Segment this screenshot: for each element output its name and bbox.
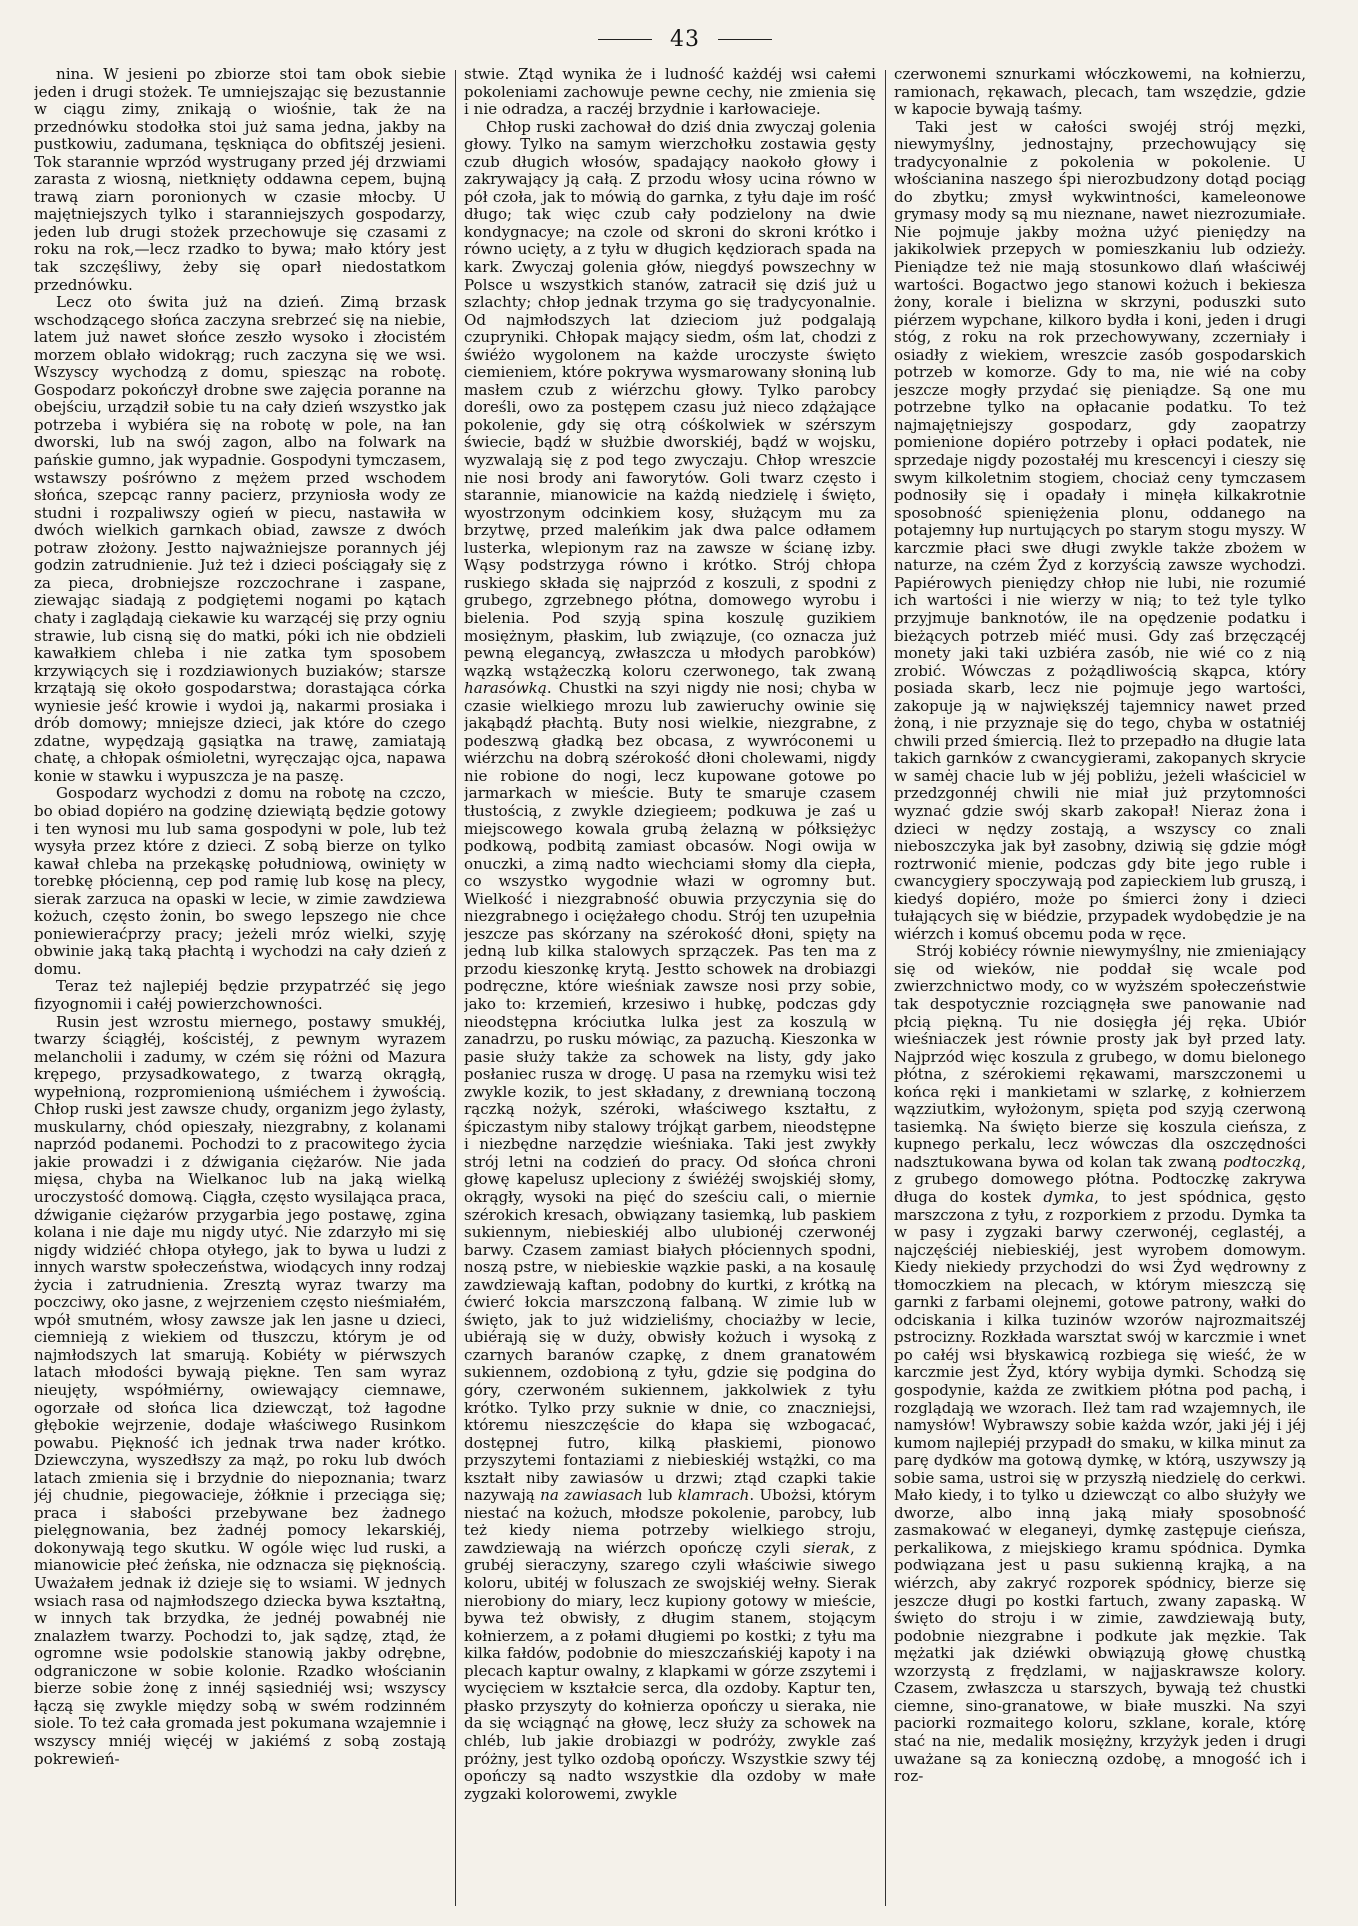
column-divider (455, 70, 456, 1906)
text-columns (34, 66, 1336, 1906)
column-2 (464, 66, 876, 1906)
paragraph: Gospodarz wychodzi z domu na robotę na czczo, bo obiad dopiéro na godzinę dziewiątą będzie gotowy i ten wynosi mu lub sama gospodyni w pole, lub też wysyła przez które z dzieci. Z sobą bierze on tylko kawał chleba na przekąskę południową, owinięty w torebkę płócienną, cep pod ramię lub kosę na plecy, sierak zarzuca na opaski w lecie, w zimie zawdziewa kożuch, często żonin, bo swego lepszego nie chce poniewieraćprzy pracy; jeżeli mróz wielki, szyję obwinie jaką taką płachtą i wychodzi na cały dzień z domu. (34, 784, 446, 978)
header-rule-right (718, 39, 772, 40)
paragraph: czerwonemi sznurkami włóczkowemi, na kołnierzu, ramionach, rękawach, plecach, tam wszędzie, gdzie w kapocie bywają taśmy. (894, 66, 1306, 119)
paragraph: Lecz oto świta już na dzień. Zimą brzask wschodzącego słońca zaczyna srebrzeć się na niebie, latem już nawet słońce zeszło wysoko i złocistém morzem oblało widokrąg; ruch zaczyna się we wsi. Wszyscy wychodzą z domu, spiesząc na robotę. Gospodarz pokończył drobne swe zajęcia poranne na obejściu, urządził sobie tu na cały dzień wszystko jak potrzeba i wybiéra się na robotę w pole, na łan dworski, lub na swój zagon, albo na folwark na pańskie gumno, jak wypadnie. Gospodyni tymczasem, wstawszy pośrówno z mężem przed wschodem słońca, szepcąc ranny pacierz, przyniosła wody ze studni i rozpaliwszy ogień w piecu, nastawiła w dwóch wielkich garnkach obiad, zawsze z dwóch potraw złożony. Jestto najważniejsze porannych jéj godzin zatrudnienie. Już też i dzieci pościągały się z za pieca, drobniejsze rozczochrane i zaspane, ziewając siadają z podgiętemi nogami po kątach chaty i zaglądają ciekawie ku warzącéj się przy ogniu strawie, lub cisną się do matki, póki ich nie obdzieli kawałkiem chleba i nie zatka tym sposobem krzywiących się i rozdziawionych buziaków; starsze krzątają się około gospodarstwa; dorastająca córka wyniesie jeść krowie i wydoi ją, nakarmi prosiaka i drób domowy; mniejsze dzieci, jak które do czego zdatne, wypędzają gąsiątka na trawę, zamiatają chatę, a chłopak ośmioletni, wyręczając ojca, napawa konie w stawku i wypuszcza je na paszę. (34, 293, 446, 785)
paragraph: Chłop ruski zachował do dziś dnia zwyczaj golenia głowy. Tylko na samym wierzchołku zostawia gęsty czub długich włosów, spadający naokoło głowy i zakrywający ją całą. Z przodu włosy ucina równo w pół czoła, jak to mówią do garnka, z tyłu daje im rość długo; tak więc czub cały podzielony na dwie kondygnacye; na czole od skroni do skroni krótko i równo ucięty, a z tyłu w długich kędziorach spada na kark. Zwyczaj golenia głów, niegdyś powszechny w Polsce u wszystkich stanów, zatracił się dziś już u szlachty; chłop jednak trzyma go się tradycyonalnie. Od najmłodszych lat dzieciom już podgalają czupryniki. Chłopak mający siedm, ośm lat, chodzi z świéżo wygolonem na każde uroczyste święto ciemieniem, które pokrywa wysmarowany słoniną lub masłem czub z wiérzchu głowy. Tylko parobcy doreśli, owo za postępem czasu już nieco zdążające pokolenie, gdy się otrą cóśkolwiek w szérszym świecie, bądź w służbie dworskiéj, bądź w wojsku, wyzwalają się z pod tego zwyczaju. Chłop wreszcie nie nosi brody ani faworytów. Goli twarz często i starannie, mianowicie na każdą niedzielę i święto, wyostrzonym odcinkiem kosy, służącym mu za brzytwę, przed maleńkim jak dwa palce odłamem lusterka, wlepionym raz na zawsze w ścianę izby. Wąsy podstrzyga równo i krótko. Strój chłopa ruskiego składa się najprzód z koszuli, z spodni z grubego, zgrzebnego płótna, domowego wyrobu i bielenia. Pod szyją spina koszulę guzikiem mosiężnym, płaskim, lub związuje, (co oznacza już pewną elegancyą, zwłaszcza u młodych parobków) wązką wstążeczką koloru czerwonego, tak zwaną harasówką. Chustki na szyi nigdy nie nosi; chyba w czasie wielkiego mrozu lub zawieruchy owinie się jakąbądź płachtą. Buty nosi wielkie, niezgrabne, z podeszwą gładką bez obcasa, z wywróconemi u wiérzchu na dobrą szérokość dłoni cholewami, nigdy nie robione do nogi, lecz kupowane gotowe po jarmarkach w mieście. Buty te smaruje czasem tłustością, z zwykle dziegieem; podkuwa je zaś u miejscowego kowala grubą żelazną w półksiężyc podkową, podbitą zamiast obcasów. Nogi owija w onuczki, a zimą nadto wiechciami słomy dla ciepła, co wszystko wygodnie włazi w ogromny but. Wielkość i niezgrabność obuwia przyczynia się do niezgrabnego i ociężałego chodu. Strój ten uzupełnia jeszcze pas skórzany na szérokość dłoni, spięty na jedną lub kilka stalowych sprzączek. Pas ten ma z przodu kieszonkę krytą. Jestto schowek na drobiazgi podręczne, które wieśniak zawsze nosi przy sobie, jako to: krzemień, krzesiwo i hubkę, podczas gdy nieodstępna króciutka lulka jest za koszulą w zanadrzu, po rusku mówiąc, za pazuchą. Kieszonka w pasie służy także za schowek na listy, gdy jako posłaniec rusza w drogę. U pasa na rzemyku wisi też zwykle kozik, to jest składany, z drewnianą toczoną rączką nożyk, széroki, właściwego kształtu, z śpiczastym niby stalowy trójkąt garbem, nieodstępne i niezbędne narzędzie wieśniaka. Taki jest zwykły strój letni na codzień do pracy. Od słońca chroni głowę kapelusz upleciony z świéżéj swojskiéj słomy, okrągły, wysoki na pięć do sześciu cali, o miernie szérokich kresach, obwiązany tasiemką, lub paskiem sukiennym, niebieskiéj albo ulubionéj czerwonéj barwy. Czasem zamiast białych płóciennych spodni, noszą pstre, w niebieskie wązkie paski, a na kosaulę zawdziewają kaftan, podobny do kurtki, z krótką na ćwierć łokcia marszczoną falbaną. W zimie lub w święto, jak to już widzieliśmy, chociażby w lecie, ubiérają się w duży, obwisły kożuch i wysoką z czarnych baranów czapkę, z dnem granatowém sukiennem, ozdobioną z tyłu, gdzie się podgina do góry, czerwoném sukiennem, jakkolwiek z tyłu krótko. Tylko przy suknie w dnie, co znaczniejsi, któremu nieszczęście do kłapa się wzbogacać, dostępnej futro, kilką płaskiemi, pionowo przyszytemi fontaziami z niebieskiéj wstążki, co ma kształt niby zawiasów u drzwi; ztąd czapki takie nazywają na zawiasach lub klamrach. Ubożsi, którym niestać na kożuch, młodsze pokolenie, parobcy, lub też kiedy niema potrzeby wielkiego stroju, zawdziewają na wiérzch opończę czyli sierak, z grubéj sieraczyny, szarego czyli właściwie siwego koloru, ubitéj w foluszach ze swojskiéj wełny. Sierak nierobiony do miary, lecz kupiony gotowy w mieście, bywa też obwisły, z długim stanem, stojącym kołnierzem, a z połami długiemi po kostki; z tyłu ma kilka fałdów, podobnie do mieszczańskiéj kapoty i na plecach kaptur owalny, z klapkami w górze zszytemi i wycięciem w kształcie serca, dla ozdoby. Kaptur ten, płasko przyszyty do kołnierza opończy u sieraka, nie da się wciągnąć na głowę, lecz służy za schowek na chléb, lub jakie drobiazgi w podróży, zwykle zaś próżny, jest tylko ozdobą opończy. Wszystkie szwy téj opończy są nadto wszystkie dla ozdoby w małe zygzaki kolorowemi, zwykle (464, 117, 876, 1803)
column-divider (885, 70, 886, 1906)
header-rule-left (598, 39, 652, 40)
paragraph: Strój kobiécy równie niewymyślny, nie zmieniający się od wieków, nie poddał się wcale pod zwierzchnictwo mody, co w wyższém społeczeństwie tak despotycznie rozciągnęła swe panowanie nad płcią piękną. Tu nie dosięgła jéj ręka. Ubiór wieśniaczek jest równie prosty jak był przed laty. Najprzód więc koszula z grubego, w domu bielonego płótna, z szérokiemi rękawami, marszczonemi u końca ręki i mankietami w szlarkę, z kołnierzem wązziutkim, wyłożonym, spięta pod szyją czerwoną tasiemką. Na święto bierze się koszula cieńsza, z kupnego perkalu, lecz wówczas dla oszczędności nadsztukowana bywa od kolan tak zwaną podtoczką, z grubego domowego płótna. Podtoczkę zakrywa długa do kostek dymka, to jest spódnica, gęsto marszczona z tyłu, z rozporkiem z przodu. Dymka ta w pasy i zygzaki barwy czerwonéj, ceglastéj, a najczęściéj niebieskiéj, jest wyrobem domowym. Kiedy niekiedy przychodzi do wsi Żyd wędrowny z tłomoczkiem na plecach, w którym mieszczą się garnki z farbami olejnemi, gotowe patrony, wałki do odciskania i kilka tuzinów wzorów najrozmaitszéj pstrocizny. Rozkłada warsztat swój w karczmie i wnet po całéj wsi błyskawicą rozbiega się wieść, że w karczmie jest Żyd, który wybija dymki. Schodzą się gospodynie, każda ze zwitkiem płótna pod pachą, i rozglądają we wzorach. Ileż tam rad wzajemnych, ile namysłów! Wybrawszy sobie każda wzór, jaki jéj i jéj kumom najlepiéj przypadł do smaku, w kilka minut za parę dydków ma gotową dymkę, w którą, uszywszy ją sobie sama, ustroi się w przyszłą niedzielę do cerkwi. Mało kiedy, i to tylko u dziewcząt co albo służyły we dworze, albo inną jaką miały sposobność zasmakować w eleganeyi, dymkę zastępuje cieńsza, perkalikowa, z miejskiego kramu spódnica. Dymka podwiązana jest u pasu sukienną krajką, a na wiérzch, aby zakryć rozporek spódnicy, bierze się jeszcze długi po kostki fartuch, zwany zapaską. W święto do stroju i w zimie, zawdziewają buty, podobnie niezgrabne i podkute jak męzkie. Tak mężatki jak dziéwki obwiązują głowę chustką wzorzystą z frędzlami, w najjaskrawsze kolory. Czasem, zwłaszcza u starszych, bywają też chustki ciemne, sino-granatowe, w białe muszki. Na szyi paciorki rozmaitego koloru, szklane, korale, którę stać na nie, medalik mosiężny, krzyżyk jeden i drugi uważane są za konieczną ozdobę, a mnogość ich i roz- (894, 942, 1306, 1786)
paragraph: nina. W jesieni po zbiorze stoi tam obok siebie jeden i drugi stożek. Te umniejszając się bezustannie w ciągu zimy, znikają o wiośnie, tak że na przednówku stodołka stoi już sama jedna, jakby na pustkowiu, zadumana, tęskniąca do obfitszéj jesieni. Tok starannie wprzód wystrugany przed jéj drzwiami zarasta z wiosną, nietknięty oddawna cepem, bujną trawą ziarn poronionych w czasie młocby. U majętniejszych tylko i staranniejszych gospodarzy, jeden lub drugi stożek przechowuje się czasami z roku na rok,—lecz rzadko to bywa; mało który jest tak szczęśliwy, żeby się oparł niedostatkom przednówku. (34, 66, 446, 294)
column-3 (894, 66, 1306, 1906)
page-header (34, 22, 1336, 56)
paragraph: Teraz też najlepiéj będzie przypatrzéć się jego fizyognomii i całéj powierzchowności. (34, 977, 446, 1013)
page-number: 43 (670, 26, 700, 52)
paragraph: Rusin jest wzrostu miernego, postawy smukłéj, twarzy ściągłéj, kościstéj, z pewnym wyrazem melancholii i zadumy, w czém się różni od Mazura krępego, przysadkowatego, z twarzą okrągłą, wypełnioną, rozpromienioną uśmiéchem i żywością. Chłop ruski jest zawsze chudy, organizm jego żylasty, muskularny, chód opieszały, niezgrabny, z kolanami naprzód podanemi. Pochodzi to z pracowitego życia jakie prowadzi i z dźwigania ciężarów. Nie jada mięsa, chyba na Wielkanoc lub na jaką wielką uroczystość domową. Ciągła, często wysilająca praca, dźwiganie ciężarów przygarbia jego postawę, zgina kolana i nie daje mu nigdy utyć. Nie zdarzyło mi się nigdy widziéć chłopa otyłego, jak to bywa u ludzi z innych warstw społeczeństwa, wiodących inny rodzaj życia i zatrudnienia. Zresztą wyraz twarzy ma poczciwy, oko jasne, z wejrzeniem często nieśmiałém, wpół smutném, włosy zawsze jak len jasne u dzieci, ciemnieją z wiekiem od tłuszczu, którym je od najmłodszych lat smarują. Kobiéty w piérwszych latach młodości bywają piękne. Ten sam wyraz nieujęty, współmiérny, owiewający ciemnawe, ogorzałe od słońca lica dziewcząt, toż łagodne głębokie wejrzenie, dodaje właściwego Rusinkom powabu. Piękność ich jednak trwa nader krótko. Dziewczyna, wyszedłszy za mąż, po roku lub dwóch latach zmienia się i brzydnie do niepoznania; twarz jéj chudnie, piegowacieje, żółknie i przeciąga się; praca i słabości przebywane bez żadnego pielęgnowania, bez żadnéj pomocy lekarskiéj, dokonywają tego skutku. W ogóle więc lud ruski, a mianowicie płeć żeńska, nie odznacza się pięknością. Uważałem jednak iż dzieje się to wsiami. W jednych wsiach rasa od najmłodszego dziecka bywa kształtną, w innych tak brzydka, że jednéj powabnéj nie znalazłem twarzy. Pochodzi to, jak sądzę, ztąd, że ogromne wsie podolskie stanowią jakby odrębne, odgraniczone w sobie kolonie. Rzadko włościanin bierze sobie żonę z innéj sąsiedniéj wsi; wszyscy łączą się zwykle między sobą w swém rodzinném siole. To też cała gromada jest pokumana wzajemnie i wszyscy mniéj więcéj w jakiémś z sobą zostają pokrewień- (34, 1012, 446, 1768)
paragraph: stwie. Ztąd wynika że i ludność każdéj wsi całemi pokoleniami zachowuje pewne cechy, nie zmienia się i nie odradza, a raczéj brzydnie i karłowacieje. (464, 66, 876, 119)
paragraph: Taki jest w całości swojéj strój męzki, niewymyślny, jednostajny, przechowujący się tradycyonalnie z pokolenia w pokolenie. U włościanina naszego śpi nierozbudzony dotąd pociąg do zbytku; zmysł wykwintności, kameleonowe grymasy mody są mu nieznane, nawet niezrozumiałe. Nie pojmuje jakby można użyć pieniędzy na jakikolwiek przepych w pomieszkaniu lub odzieży. Pieniądze też nie mają stosunkowo dlań właściwéj wartości. Bogactwo jego stanowi kożuch i bekiesza żony, korale i bielizna w skrzyni, poduszki suto piérzem wypchane, kilkoro bydła i koni, jeden i drugi stóg, z roku na rok przechowywany, zczerniały i osiadły z wiekiem, wreszcie zasób gospodarskich potrzeb w komorze. Gdy to ma, nie wié na coby jeszcze mogły przydać się pieniądze. Są one mu potrzebne tylko na opłacanie podatku. To też najmajętniejszy gospodarz, gdy zaopatrzy pomienione dopiéro potrzeby i opłaci podatek, nie sprzedaje nigdy pozostałéj mu krescencyi i cieszy się swym kilkoletnim stogiem, chociaż ceny tymczasem podnosiły się i opadały i minęła kilkakrotnie sposobność spieniężenia plonu, oddanego na potajemny łup nurtujących po starym stogu myszy. W karczmie płaci swe długi zwykle także zbożem w naturze, na czém Żyd z korzyścią zawsze wychodzi. Papiérowych pieniędzy chłop nie lubi, nie rozumié ich wartości i nie wierzy w nią; to też tyle tylko przyjmuje banknotów, ile na opędzenie podatku i bieżących potrzeb miéć musi. Gdy zaś brzęczącéj monety jaki taki uzbiéra zasób, nie wié co z nią zrobić. Wówczas z pożądliwością skąpca, który posiada skarb, lecz nie pojmuje jego wartości, zakopuje ją w największéj tajemnicy nawet przed żoną, i nie przyznaje się do tego, chyba w ostatniéj chwili przed śmiercią. Ileż to przepadło na długie lata takich garnków z cwancygierami, zakopanych skrycie w samėj chacie lub w jéj pobliżu, jeżeli właściciel w przedzgonnéj chwili nie miał już przytomności wyznać gdzie swój skarb zakopał! Nieraz żona i dzieci w nędzy zostają, a wszyscy co znali nieboszczyka jak był zasobny, dziwią się gdzie mógł roztrwonić mienie, podczas gdy bite jego ruble i cwancygiery spoczywają pod zapieckiem lub gruszą, i kiedyś dopiéro, może po śmierci żony i dzieci tułających się w biédzie, przypadek wydobędzie je na wiérzch i komuś obcemu poda w ręce. (894, 117, 1306, 943)
column-1 (34, 66, 446, 1906)
